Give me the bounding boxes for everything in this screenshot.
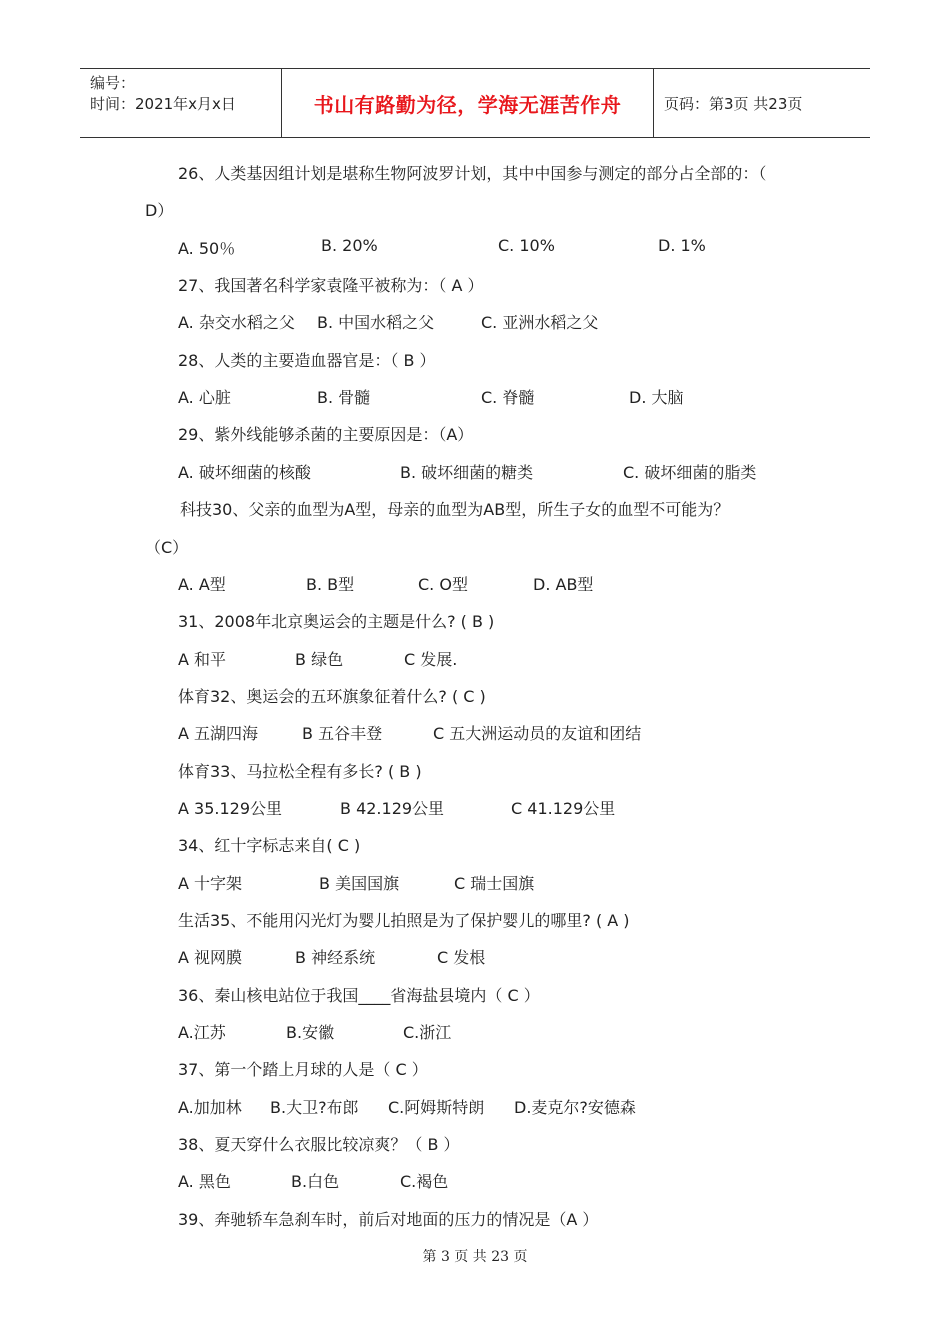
answer-option: B 神经系统 bbox=[295, 948, 376, 968]
answer-option: D.麦克尔?安德森 bbox=[514, 1097, 636, 1117]
header-meta-cell bbox=[80, 69, 282, 137]
answer-option: B.白色 bbox=[291, 1172, 340, 1192]
answer-option: B 42.129公里 bbox=[340, 798, 445, 818]
question-line: 39、奔驰轿车急刹车时，前后对地面的压力的情况是（A ） bbox=[178, 1209, 599, 1229]
answer-option: C. 亚洲水稻之父 bbox=[481, 313, 599, 333]
answer-option: B. B型 bbox=[306, 574, 355, 594]
answer-option: B. 中国水稻之父 bbox=[317, 313, 435, 333]
answer-option: A 五湖四海 bbox=[178, 724, 259, 744]
answer-option: A 十字架 bbox=[178, 873, 243, 893]
question-line: 26、人类基因组计划是堪称生物阿波罗计划，其中中国参与测定的部分占全部的：（ bbox=[178, 164, 767, 183]
question-line: D） bbox=[145, 201, 174, 221]
answer-option: D. 大脑 bbox=[629, 388, 684, 408]
question-line: 生活35、不能用闪光灯为婴儿拍照是为了保护婴儿的哪里? ( A ) bbox=[178, 911, 630, 930]
answer-option: C 发根 bbox=[437, 948, 486, 968]
question-line: 科技30、父亲的血型为A型，母亲的血型为AB型，所生子女的血型不可能为？ bbox=[180, 500, 730, 520]
answer-option: B. 破坏细菌的糖类 bbox=[400, 462, 534, 482]
answer-option: C 五大洲运动员的友谊和团结 bbox=[433, 724, 642, 744]
answer-option: B 五谷丰登 bbox=[302, 724, 383, 744]
answer-option: C. 10% bbox=[498, 235, 555, 255]
question-line: 31、2008年北京奥运会的主题是什么? ( B ) bbox=[178, 612, 495, 632]
question-line: 体育32、奥运会的五环旗象征着什么? ( C ) bbox=[178, 686, 486, 706]
header-motto-cell bbox=[282, 69, 654, 137]
question-line: （C） bbox=[145, 537, 189, 557]
header-time-label: 时间：2021年x月x日 bbox=[90, 95, 236, 113]
answer-option: A. A型 bbox=[178, 574, 226, 594]
answer-option: A. 破坏细菌的核酸 bbox=[178, 462, 311, 482]
question-line: 29、紫外线能够杀菌的主要原因是：（A） bbox=[178, 425, 474, 445]
answer-option: A. 心脏 bbox=[178, 388, 231, 408]
answer-option: D. AB型 bbox=[533, 574, 594, 594]
page-header bbox=[80, 68, 870, 138]
question-line: 体育33、马拉松全程有多长? ( B ) bbox=[178, 761, 422, 781]
answer-option: A.加加林 bbox=[178, 1097, 242, 1117]
answer-option: A. 50％ bbox=[178, 238, 236, 258]
header-number-label: 编号： bbox=[90, 74, 136, 92]
answer-option: C. 脊髓 bbox=[481, 388, 535, 408]
question-line: 34、红十字标志来自( C ) bbox=[178, 836, 361, 856]
answer-option: A 视网膜 bbox=[178, 948, 243, 968]
header-page-info: 页码：第3页 共23页 bbox=[664, 94, 803, 113]
question-line: 36、秦山核电站位于我国____省海盐县境内（ C ） bbox=[178, 985, 540, 1005]
answer-option: B.大卫?布郎 bbox=[270, 1097, 359, 1117]
question-line: 37、第一个踏上月球的人是（ C ） bbox=[178, 1060, 428, 1080]
answer-option: B 美国国旗 bbox=[319, 873, 400, 893]
answer-option: C 发展. bbox=[404, 649, 458, 669]
answer-option: B.安徽 bbox=[286, 1023, 335, 1043]
answer-option: D. 1% bbox=[658, 235, 706, 255]
answer-option: A.江苏 bbox=[178, 1023, 226, 1043]
answer-option: C.褐色 bbox=[400, 1172, 449, 1192]
question-line: 27、我国著名科学家袁隆平被称为：（ A ） bbox=[178, 276, 484, 296]
answer-option: A. 杂交水稻之父 bbox=[178, 313, 295, 333]
answer-option: B. 20% bbox=[321, 235, 378, 255]
answer-option: C. 破坏细菌的脂类 bbox=[623, 462, 757, 482]
question-line: 28、人类的主要造血器官是：（ B ） bbox=[178, 350, 436, 370]
answer-option: C. O型 bbox=[418, 574, 468, 594]
answer-option: A. 黑色 bbox=[178, 1172, 231, 1192]
answer-option: C 41.129公里 bbox=[511, 798, 616, 818]
page-footer: 第 3 页 共 23 页 bbox=[422, 1249, 528, 1265]
question-line: 38、夏天穿什么衣服比较凉爽？（ B ） bbox=[178, 1135, 460, 1155]
answer-option: A 35.129公里 bbox=[178, 798, 283, 818]
header-page-cell bbox=[654, 69, 870, 137]
answer-option: B 绿色 bbox=[295, 649, 344, 669]
answer-option: C.阿姆斯特朗 bbox=[388, 1097, 485, 1117]
answer-option: C.浙江 bbox=[403, 1023, 452, 1043]
header-motto: 书山有路勤为径，学海无涯苦作舟 bbox=[313, 92, 622, 117]
answer-option: B. 骨髓 bbox=[317, 388, 371, 408]
answer-option: A 和平 bbox=[178, 649, 227, 669]
answer-option: C 瑞士国旗 bbox=[454, 873, 535, 893]
